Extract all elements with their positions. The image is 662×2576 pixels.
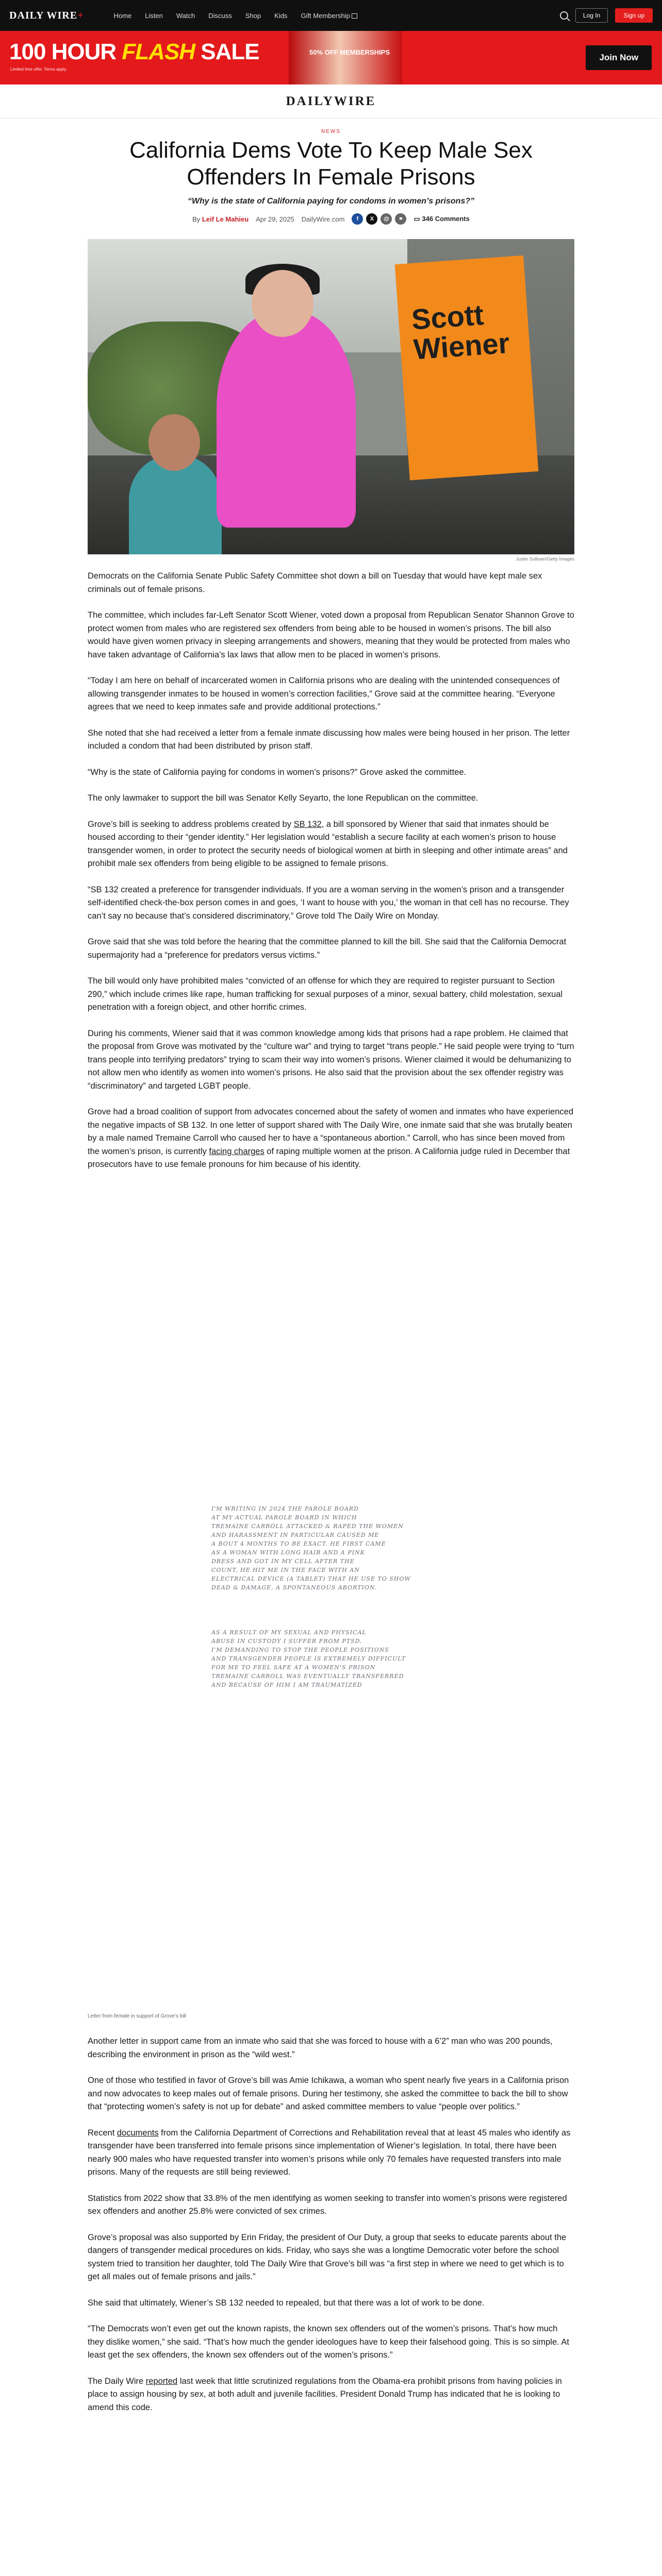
gift-icon [352, 13, 357, 19]
email-icon[interactable]: @ [380, 213, 392, 225]
paragraph: The committee, which includes far-Left Senator Scott Wiener, voted down a proposal from Republican Senator Shannon Grove to protect women from males who are registered sex offenders from being able to be housed in women’s prisons. The bill also would have given women privacy in sleeping arrangements and showers, meaning that they would be protected from males who have taken advantage of California’s lax laws that allow men to be placed in women’s prisons. [88, 611, 574, 659]
byline [0, 213, 662, 225]
top-nav [0, 0, 662, 31]
nav-link-watch[interactable]: Watch [176, 11, 195, 20]
section-label[interactable]: NEWS [321, 129, 341, 134]
article-dek: “Why is the state of California paying for condoms in women’s prisons?” [187, 197, 475, 206]
paragraph: “SB 132 created a preference for transgender individuals. If you are a woman serving in the women’s prison and a transgender self-identified check-the-box person comes in and goes, ‘I want to house with you,’ the woman in that cell has no recourse. They can’t say no because that’s considered discriminatory,” Grove told The Daily Wire on Monday. [88, 885, 569, 921]
masthead [0, 84, 662, 118]
paragraph: Democrats on the California Senate Public Safety Committee shot down a bill on Tuesday that would have kept male sex criminals out of female prisons. [88, 571, 542, 594]
promo-banner[interactable] [0, 31, 662, 84]
paragraph: The bill would only have prohibited males “convicted of an offense for which they are required to register pursuant to Section 290,” which include crimes like rape, human trafficking for sexual purposes of a minor, sexual battery, child molestation, sexual penetration with a foreign object, and other horrific crimes. [88, 976, 563, 1012]
nav-link-discuss[interactable]: Discuss [208, 11, 232, 20]
author-link[interactable]: Leif Le Mahieu [202, 215, 249, 223]
nav-links [114, 12, 358, 20]
publish-date: Apr 29, 2025 [256, 215, 294, 223]
paragraph: Statistics from 2022 show that 33.8% of the men identifying as women seeking to transfer into women’s prisons were registered sex offenders and another 25.8% were convicted of sex crimes. [88, 2193, 567, 2216]
share-buttons [352, 213, 406, 225]
nav-link-listen[interactable]: Listen [145, 11, 163, 20]
byline-meta: By Leif Le Mahieu [192, 215, 249, 223]
article-headline: California Dems Vote To Keep Male Sex Offenders In Female Prisons [129, 138, 533, 190]
nav-actions [560, 8, 653, 23]
join-now-button[interactable]: Join Now [586, 45, 652, 70]
paragraph: The only lawmaker to support the bill was Senator Kelly Seyarto, the lone Republican on the committee. [88, 793, 478, 803]
paragraph: Grove had a broad coalition of support from advocates concerned about the safety of women and inmates who have experienced the negative impacts of SB 132. In one letter of support shared with The Daily Wire, one inmate said that she was brutally beaten by a male named Tremaine Carroll who caused her to have a “spontaneous abortion.” Carroll, who has since been moved from the women’s prison, is currently facing charges of raping multiple women at the prison. A California judge ruled in December that prosecutors have to use female pronouns for him because of his identity. [88, 1107, 573, 1169]
nav-link-shop[interactable]: Shop [245, 11, 261, 20]
article-body [88, 570, 574, 1184]
signup-button[interactable]: Sign up [615, 8, 653, 23]
site-logo[interactable]: DAILY WIRE+ [9, 9, 84, 21]
masthead-logo[interactable]: DAILYWIRE [286, 94, 376, 108]
paragraph: She said that ultimately, Wiener’s SB 132 needed to repealed, but that there was a lot of work to be done. [88, 2298, 485, 2308]
nav-link-kids[interactable]: Kids [274, 11, 288, 20]
nav-link-gift-membership[interactable]: Gift Membership [301, 12, 357, 20]
comment-count-link[interactable]: ▭ 346 Comments [413, 215, 470, 223]
banner-subtext: Limited time offer. Terms apply. [10, 67, 67, 72]
paragraph: Grove’s bill is seeking to address problems created by SB 132, a bill sponsored by Wiener that said that inmates should be housed according to their “gender identity.” Her legislation would “establish a secure facility at each women’s prison to house transgender women, in order to protect the security needs of biological women at birth in sleeping and other intimate areas” and prohibit male sex offenders from being eligible to be assigned to female prisons. [88, 819, 568, 868]
banner-title: 100 HOUR FLASH SALE [9, 39, 259, 64]
letter-image [88, 1484, 574, 2009]
letter-text-block-1: I'M WRITING IN 2024 THE PAROLE BOARD AT MY ACTUAL PAROLE BOARD IN WHICH TREMAINE CARROLL ATTACKED & RAPED THE WOMEN AND HARASSMENT IN PARTICULAR CAUSED ME A BOUT 4 MONTHS TO BE EXACT. HE FIRST CAME AS A WOMAN WITH LONG HAIR AND A PINK DRESS AND GOT IN MY CELL AFTER THE COUNT, HE HIT ME IN THE FACE WITH AN ELECTRICAL DEVICE (A TABLET) THAT HE USE TO SHOW DEAD & DAMAGE, A SPONTANEOUS ABORTION. [211, 1505, 411, 1591]
paragraph: Grove’s proposal was also supported by Erin Friday, the president of Our Duty, a group that seeks to educate parents about the dangers of transgender medical procedures on kids. Friday, who says she was a longtime Democratic voter before the school system tried to transition her daughter, told The Daily Wire that Grove’s bill was “a first step in where we need to get which is to get all males out of female prisons and jails.” [88, 2232, 567, 2281]
paragraph: She noted that she had received a letter from a female inmate discussing how males were being housed in her prison. The letter included a condom that had been distributed by prison staff. [88, 728, 570, 751]
banner-graphic [289, 31, 402, 84]
facing-charges-link[interactable]: facing charges [209, 1146, 264, 1156]
paragraph: “Why is the state of California paying for condoms in women’s prisons?” Grove asked the committee. [88, 767, 467, 777]
hero-sign-text: Scott Wiener [410, 298, 511, 366]
reported-link[interactable]: reported [145, 2376, 178, 2386]
login-button[interactable]: Log In [575, 8, 608, 23]
paragraph: One of those who testified in favor of Grove’s bill was Amie Ichikawa, a woman who spent nearly five years in a California prison and now advocates to keep males out of female prisons. During her testimony, she asked the committee to back the bill to show that “protecting women’s safety is not up for debate” and asked committee members to value “people over politics.” [88, 2076, 569, 2111]
paragraph: Grove said that she was told before the hearing that the committee planned to kill the bill. She said that the California Democrat supermajority had a “preference for predators versus victims.” [88, 937, 567, 960]
source-label: DailyWire.com [301, 215, 345, 223]
photo-credit: Justin Sullivan/Getty Images [516, 556, 574, 562]
link-icon[interactable]: ⚭ [395, 213, 406, 225]
letter-text-block-2: AS A RESULT OF MY SEXUAL AND PHYSICAL ABUSE IN CUSTODY I SUFFER FROM PTSD. I'M DEMANDING TO STOP THE PEOPLE POSITIONS AND TRANSGENDER PEOPLE IS EXTREMELY DIFFICULT FOR ME TO FEEL SAFE AT A WOMEN'S PRISON TREMAINE CARROLL WAS EVENTUALLY TRANSFERRED AND BECAUSE OF HIM I AM TRAUMATIZED [211, 1629, 406, 1688]
paragraph: Another letter in support came from an inmate who said that she was forced to house with a 6’2” man who was 200 pounds, describing the environment in prison as the “wild west.” [88, 2037, 553, 2059]
hero-image [88, 239, 574, 554]
sb132-link[interactable]: SB 132 [293, 819, 322, 829]
letter-caption: Letter from female in support of Grove’s bill [88, 2013, 187, 2019]
comment-bubble-icon: ▭ [413, 215, 420, 223]
paragraph: During his comments, Wiener said that it was common knowledge among kids that prisons had a rape problem. He claimed that the proposal from Grove was motivated by the “culture war” and trying to target “trans people.” He said people were trying to “turn trans people into terrifying predators” trying to scam their way into women’s prisons. Wiener claimed it would be dehumanizing to not allow men who identify as women into women’s prisons. He also said that the provision about the sex offender registry was “discriminatory” and targeted LGBT people. [88, 1028, 574, 1091]
banner-offer: 50% OFF MEMBERSHIPS [309, 48, 390, 56]
documents-link[interactable]: documents [117, 2128, 159, 2138]
article-body-continued [88, 2035, 574, 2427]
paragraph: The Daily Wire reported last week that little scrutinized regulations from the Obama-era prohibit prisons from having policies in place to assign housing by sex, at both adult and juvenile facilities. President Donald Trump has indicated that he is looking to amend this code. [88, 2376, 562, 2412]
paragraph: “The Democrats won’t even get out the known rapists, the known sex offenders out of the women’s prisons. That’s how much they dislike women,” she said. “That’s how much the gender ideologues have to keep their falsehood going. This is so simple. At least get the sex offenders, the known sex offenders out of the women’s prisons.” [88, 2324, 569, 2360]
x-icon[interactable]: X [366, 213, 377, 225]
facebook-icon[interactable]: f [352, 213, 363, 225]
search-icon[interactable] [560, 11, 568, 20]
paragraph: “Today I am here on behalf of incarcerated women in California prisons who are dealing with the unintended consequences of allowing transgender inmates to be housed in women’s correction facilities,” Grove said at the committee hearing. “Everyone agrees that we need to keep inmates safe and provide additional protections.” [88, 676, 560, 711]
nav-link-home[interactable]: Home [113, 11, 132, 20]
paragraph: Recent documents from the California Department of Corrections and Rehabilitation reveal that at least 45 males who identify as transgender have been transferred into female prisons since implementation of Wiener’s legislation. In total, there have been nearly 900 males who have requested transfer into women’s prisons while only 70 females have requested transfers into male prisons. Many of the requests are still being reviewed. [88, 2128, 571, 2177]
